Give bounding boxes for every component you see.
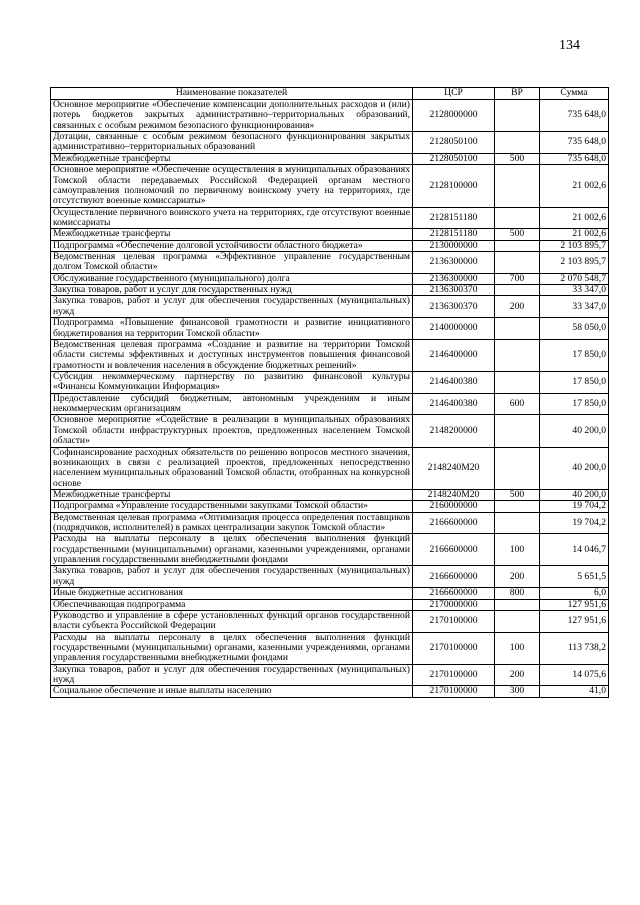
- table-row: [51, 371, 609, 393]
- row-name: Софинансирование расходных обязательств по решению вопросов местного значения, возникающих в связи с реализацией проектов, предложенных непосредственно населением муниципальных образований Томской области, отобранных на конкурсной основе: [51, 447, 413, 489]
- row-csr: 2148200000: [413, 415, 495, 447]
- row-name: Дотации, связанные с особым режимом безопасного функционирования закрытых административно–территориальных образований: [51, 132, 413, 154]
- row-amount: 40 200,0: [540, 415, 609, 447]
- row-csr: 2170100000: [413, 686, 495, 697]
- row-csr: 2136300370: [413, 285, 495, 296]
- header-csr: ЦСР: [413, 88, 495, 100]
- row-vr: [495, 165, 540, 207]
- table-row: [51, 610, 609, 632]
- row-amount: 735 648,0: [540, 153, 609, 164]
- row-name: Подпрограмма «Управление государственными закупками Томской области»: [51, 501, 413, 512]
- table-body: [51, 100, 609, 698]
- table-row: [51, 447, 609, 489]
- row-name: Закупка товаров, работ и услуг для обеспечения государственных (муниципальных) нужд: [51, 566, 413, 588]
- row-amount: 735 648,0: [540, 100, 609, 132]
- table-row: [51, 229, 609, 240]
- row-vr: [495, 610, 540, 632]
- row-amount: 40 200,0: [540, 447, 609, 489]
- page-number: 134: [559, 38, 580, 53]
- header-name: Наименование показателей: [51, 88, 413, 100]
- row-vr: 500: [495, 153, 540, 164]
- table-row: [51, 566, 609, 588]
- table-row: [51, 273, 609, 284]
- row-amount: 21 002,6: [540, 229, 609, 240]
- row-name: Обеспечивающая подпрограмма: [51, 599, 413, 610]
- row-name: Межбюджетные трансферты: [51, 229, 413, 240]
- row-vr: 500: [495, 229, 540, 240]
- table-row: [51, 632, 609, 664]
- row-csr: 2148240M20: [413, 489, 495, 500]
- row-amount: 17 850,0: [540, 339, 609, 371]
- table-row: [51, 165, 609, 207]
- row-csr: 2166600000: [413, 566, 495, 588]
- row-name: Основное мероприятие «Обеспечение компенсации дополнительных расходов и (или) потерь бюджетов закрытых административно–территориальных образований, связанных с особым режимом безопасного функционирования»: [51, 100, 413, 132]
- row-name: Ведомственная целевая программа «Оптимизация процесса определения поставщиков (подрядчиков, исполнителей) в рамках централизации закупок Томской области»: [51, 512, 413, 534]
- row-csr: 2146400380: [413, 393, 495, 415]
- row-csr: 2170100000: [413, 632, 495, 664]
- row-vr: 100: [495, 534, 540, 566]
- table-row: [51, 296, 609, 318]
- row-vr: 100: [495, 632, 540, 664]
- row-name: Расходы на выплаты персоналу в целях обеспечения выполнения функций государственными (муниципальными) органами, казенными учреждениями, органами управления государственными внебюджетными фондами: [51, 534, 413, 566]
- row-amount: 2 103 895,7: [540, 252, 609, 274]
- row-name: Ведомственная целевая программа «Создание и развитие на территории Томской области системы эффективных и доступных инструментов повышения финансовой грамотности и вовлечения населения в обсуждение бюджетных решений»: [51, 339, 413, 371]
- row-name: Осуществление первичного воинского учета на территориях, где отсутствуют военные комиссариаты: [51, 207, 413, 229]
- row-name: Субсидия некоммерческому партнерству по развитию финансовой культуры «Финансы Коммуникации Информация»: [51, 371, 413, 393]
- table-row: [51, 240, 609, 251]
- row-vr: [495, 318, 540, 340]
- row-amount: 5 651,5: [540, 566, 609, 588]
- row-amount: 113 738,2: [540, 632, 609, 664]
- row-vr: [495, 285, 540, 296]
- row-amount: 6,0: [540, 588, 609, 599]
- row-vr: 700: [495, 273, 540, 284]
- row-name: Подпрограмма «Повышение финансовой грамотности и развитие инициативного бюджетирования на территории Томской области»: [51, 318, 413, 340]
- row-amount: 58 050,0: [540, 318, 609, 340]
- table-header: [51, 88, 609, 100]
- row-name: Межбюджетные трансферты: [51, 489, 413, 500]
- row-amount: 127 951,6: [540, 599, 609, 610]
- row-vr: [495, 599, 540, 610]
- header-amount: Сумма: [540, 88, 609, 100]
- row-csr: 2170100000: [413, 664, 495, 686]
- row-amount: 17 850,0: [540, 393, 609, 415]
- row-vr: 800: [495, 588, 540, 599]
- row-amount: 33 347,0: [540, 296, 609, 318]
- row-name: Основное мероприятие «Содействие в реализации в муниципальных образованиях Томской области инфраструктурных проектов, предложенных населением Томской области»: [51, 415, 413, 447]
- row-vr: [495, 501, 540, 512]
- row-amount: 17 850,0: [540, 371, 609, 393]
- row-csr: 2136300000: [413, 273, 495, 284]
- table-row: [51, 100, 609, 132]
- table-row: [51, 599, 609, 610]
- row-amount: 21 002,6: [540, 207, 609, 229]
- row-csr: 2170000000: [413, 599, 495, 610]
- row-csr: 2128151180: [413, 207, 495, 229]
- row-vr: [495, 512, 540, 534]
- table-row: [51, 534, 609, 566]
- row-amount: 735 648,0: [540, 132, 609, 154]
- row-name: Закупка товаров, работ и услуг для обеспечения государственных (муниципальных) нужд: [51, 664, 413, 686]
- row-amount: 2 103 895,7: [540, 240, 609, 251]
- table-row: [51, 489, 609, 500]
- header-row: [51, 88, 609, 100]
- row-csr: 2148240M20: [413, 447, 495, 489]
- row-amount: 19 704,2: [540, 512, 609, 534]
- budget-table: [50, 87, 609, 698]
- row-csr: 2146400000: [413, 339, 495, 371]
- row-name: Иные бюджетные ассигнования: [51, 588, 413, 599]
- row-amount: 21 002,6: [540, 165, 609, 207]
- table-row: [51, 664, 609, 686]
- row-csr: 2128050100: [413, 153, 495, 164]
- row-vr: [495, 252, 540, 274]
- row-name: Социальное обеспечение и иные выплаты населению: [51, 686, 413, 697]
- table-row: [51, 252, 609, 274]
- row-amount: 33 347,0: [540, 285, 609, 296]
- row-vr: 600: [495, 393, 540, 415]
- row-name: Закупка товаров, работ и услуг для государственных нужд: [51, 285, 413, 296]
- row-vr: [495, 447, 540, 489]
- row-name: Предоставление субсидий бюджетным, автономным учреждениям и иным некоммерческим организациям: [51, 393, 413, 415]
- row-amount: 2 070 548,7: [540, 273, 609, 284]
- table-row: [51, 153, 609, 164]
- row-vr: [495, 207, 540, 229]
- row-vr: 300: [495, 686, 540, 697]
- table-row: [51, 285, 609, 296]
- row-name: Межбюджетные трансферты: [51, 153, 413, 164]
- row-vr: [495, 415, 540, 447]
- row-csr: 2128050100: [413, 132, 495, 154]
- row-csr: 2160000000: [413, 501, 495, 512]
- row-csr: 2140000000: [413, 318, 495, 340]
- row-csr: 2136300000: [413, 252, 495, 274]
- row-csr: 2136300370: [413, 296, 495, 318]
- row-amount: 14 075,6: [540, 664, 609, 686]
- table-row: [51, 339, 609, 371]
- row-amount: 41,0: [540, 686, 609, 697]
- row-csr: 2128000000: [413, 100, 495, 132]
- row-csr: 2166600000: [413, 512, 495, 534]
- row-amount: 127 951,6: [540, 610, 609, 632]
- row-amount: 14 046,7: [540, 534, 609, 566]
- table-row: [51, 512, 609, 534]
- row-amount: 19 704,2: [540, 501, 609, 512]
- row-csr: 2128151180: [413, 229, 495, 240]
- row-vr: [495, 100, 540, 132]
- row-csr: 2166600000: [413, 534, 495, 566]
- row-amount: 40 200,0: [540, 489, 609, 500]
- table-row: [51, 588, 609, 599]
- table-row: [51, 207, 609, 229]
- table-row: [51, 501, 609, 512]
- row-csr: 2170100000: [413, 610, 495, 632]
- row-name: Закупка товаров, работ и услуг для обеспечения государственных (муниципальных) нужд: [51, 296, 413, 318]
- row-name: Расходы на выплаты персоналу в целях обеспечения выполнения функций государственными (муниципальными) органами, казенными учреждениями, органами управления государственными внебюджетными фондами: [51, 632, 413, 664]
- row-vr: [495, 371, 540, 393]
- row-vr: 500: [495, 489, 540, 500]
- row-name: Основное мероприятие «Обеспечение осуществления в муниципальных образованиях Томской области передаваемых Российской Федерацией органам местного самоуправления полномочий по первичному воинскому учету на территориях, где отсутствуют военные комиссариаты»: [51, 165, 413, 207]
- table-row: [51, 686, 609, 697]
- row-name: Обслуживание государственного (муниципального) долга: [51, 273, 413, 284]
- row-csr: 2130000000: [413, 240, 495, 251]
- row-vr: [495, 132, 540, 154]
- row-csr: 2146400380: [413, 371, 495, 393]
- table-row: [51, 318, 609, 340]
- row-vr: 200: [495, 566, 540, 588]
- row-name: Подпрограмма «Обеспечение долговой устойчивости областного бюджета»: [51, 240, 413, 251]
- row-vr: [495, 339, 540, 371]
- table-row: [51, 415, 609, 447]
- table-row: [51, 132, 609, 154]
- row-vr: 200: [495, 296, 540, 318]
- row-name: Ведомственная целевая программа «Эффективное управление государственным долгом Томской области»: [51, 252, 413, 274]
- row-csr: 2128100000: [413, 165, 495, 207]
- row-vr: 200: [495, 664, 540, 686]
- table-row: [51, 393, 609, 415]
- row-name: Руководство и управление в сфере установленных функций органов государственной власти субъекта Российской Федерации: [51, 610, 413, 632]
- row-csr: 2166600000: [413, 588, 495, 599]
- header-vr: ВР: [495, 88, 540, 100]
- row-vr: [495, 240, 540, 251]
